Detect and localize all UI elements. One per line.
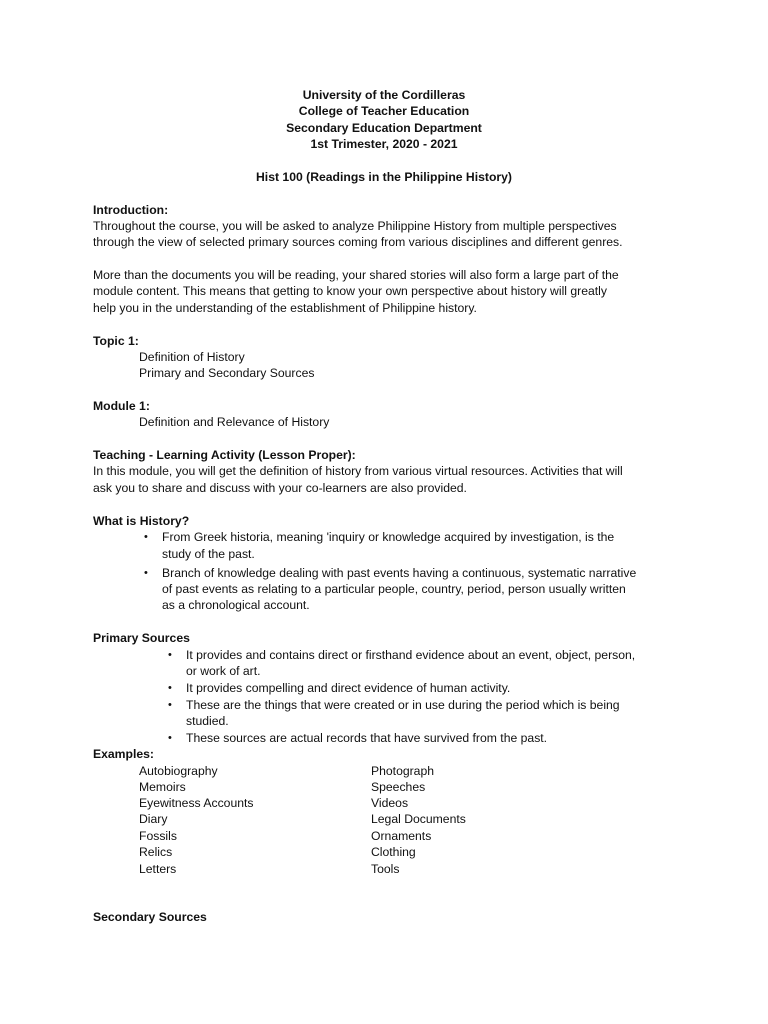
- example-item: Ornaments: [371, 829, 432, 843]
- bullet-icon: •: [144, 531, 148, 543]
- primary-sources-heading: Primary Sources: [93, 631, 190, 645]
- example-item: Relics: [139, 845, 173, 859]
- module-item: Definition and Relevance of History: [139, 415, 330, 429]
- bullet-icon: •: [144, 567, 148, 579]
- example-item: Fossils: [139, 829, 177, 843]
- college-name: College of Teacher Education: [298, 104, 470, 118]
- examples-heading: Examples:: [93, 747, 154, 761]
- primary-bullet-line: These sources are actual records that have survived from the past.: [186, 731, 548, 745]
- example-item: Memoirs: [139, 780, 186, 794]
- history-bullet-line: study of the past.: [162, 547, 255, 561]
- university-name: University of the Cordilleras: [302, 88, 466, 102]
- department-name: Secondary Education Department: [286, 121, 482, 135]
- example-item: Videos: [371, 796, 409, 810]
- topic-item: Primary and Secondary Sources: [139, 366, 315, 380]
- example-item: Tools: [371, 862, 400, 876]
- history-bullet-line: as a chronological account.: [162, 598, 310, 612]
- intro-p2-line: module content. This means that getting to know your own perspective about history will greatly: [93, 284, 607, 298]
- activity-heading: Teaching - Learning Activity (Lesson Proper):: [93, 448, 356, 462]
- activity-line: In this module, you will get the definition of history from various virtual resources. Activities that will: [93, 464, 623, 478]
- intro-p2-line: help you in the understanding of the establishment of Philippine history.: [93, 301, 477, 315]
- example-item: Legal Documents: [371, 812, 466, 826]
- primary-bullet-line: It provides and contains direct or firsthand evidence about an event, object, person,: [186, 648, 636, 662]
- bullet-icon: •: [168, 682, 172, 694]
- term: 1st Trimester, 2020 - 2021: [310, 137, 458, 151]
- primary-bullet-line: These are the things that were created or in use during the period which is being: [186, 698, 620, 712]
- example-item: Autobiography: [139, 764, 218, 778]
- primary-bullet-line: or work of art.: [186, 664, 261, 678]
- bullet-icon: •: [168, 649, 172, 661]
- example-item: Speeches: [371, 780, 426, 794]
- bullet-icon: •: [168, 699, 172, 711]
- example-item: Diary: [139, 812, 168, 826]
- activity-line: ask you to share and discuss with your co-learners are also provided.: [93, 481, 467, 495]
- course-title: Hist 100 (Readings in the Philippine History): [256, 170, 512, 184]
- secondary-sources-heading: Secondary Sources: [93, 910, 207, 924]
- example-item: Letters: [139, 862, 177, 876]
- example-item: Eyewitness Accounts: [139, 796, 254, 810]
- topic-item: Definition of History: [139, 350, 245, 364]
- primary-bullet-line: It provides compelling and direct evidence of human activity.: [186, 681, 511, 695]
- history-bullet-line: Branch of knowledge dealing with past events having a continuous, systematic narrative: [162, 566, 637, 580]
- what-is-history-heading: What is History?: [93, 514, 190, 528]
- primary-bullet-line: studied.: [186, 714, 229, 728]
- intro-p1-line: through the view of selected primary sources coming from various disciplines and different genres.: [93, 235, 623, 249]
- example-item: Clothing: [371, 845, 416, 859]
- introduction-heading: Introduction:: [93, 203, 169, 217]
- intro-p1-line: Throughout the course, you will be asked to analyze Philippine History from multiple perspectives: [93, 219, 617, 233]
- history-bullet-line: of past events as relating to a particular people, country, period, person usually written: [162, 582, 626, 596]
- example-item: Photograph: [371, 764, 435, 778]
- topic-heading: Topic 1:: [93, 334, 139, 348]
- module-heading: Module 1:: [93, 399, 150, 413]
- intro-p2-line: More than the documents you will be reading, your shared stories will also form a large part of the: [93, 268, 619, 282]
- bullet-icon: •: [168, 732, 172, 744]
- history-bullet-line: From Greek historia, meaning 'inquiry or knowledge acquired by investigation, is the: [162, 530, 615, 544]
